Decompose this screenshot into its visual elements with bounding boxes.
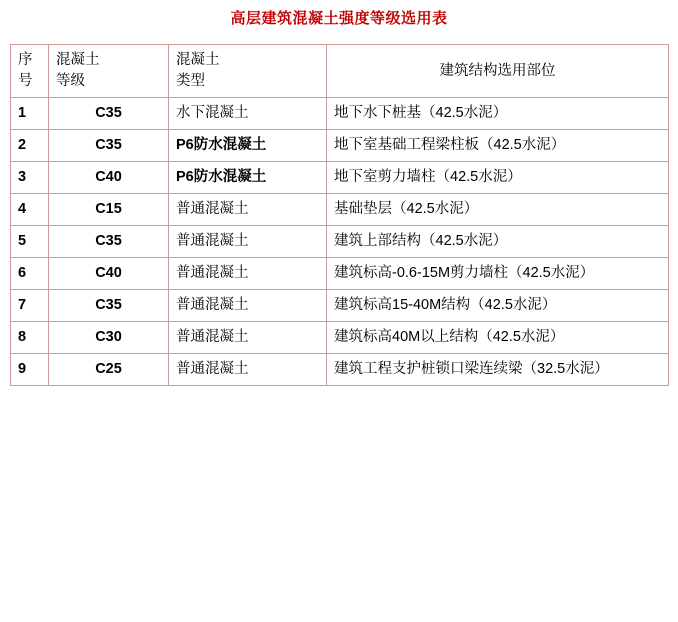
table-row bbox=[11, 226, 669, 258]
cell-serial-number: 6 bbox=[11, 258, 49, 290]
cell-serial-number: 7 bbox=[11, 290, 49, 322]
cell-structure-usage: 建筑标高40M以上结构（42.5水泥） bbox=[327, 322, 669, 354]
cell-concrete-type: 普通混凝土 bbox=[169, 194, 327, 226]
table-row bbox=[11, 194, 669, 226]
cell-concrete-type: P6防水混凝土 bbox=[169, 130, 327, 162]
header-no-line1: 序 bbox=[18, 52, 33, 68]
cell-structure-usage: 建筑标高-0.6-15M剪力墙柱（42.5水泥） bbox=[327, 258, 669, 290]
table-row bbox=[11, 322, 669, 354]
cell-structure-usage: 建筑上部结构（42.5水泥） bbox=[327, 226, 669, 258]
table-header bbox=[11, 45, 669, 98]
cell-concrete-type: 普通混凝土 bbox=[169, 226, 327, 258]
cell-serial-number: 8 bbox=[11, 322, 49, 354]
cell-concrete-type: P6防水混凝土 bbox=[169, 162, 327, 194]
cell-structure-usage: 地下室剪力墙柱（42.5水泥） bbox=[327, 162, 669, 194]
cell-concrete-type: 普通混凝土 bbox=[169, 258, 327, 290]
header-type-line2: 类型 bbox=[176, 73, 205, 89]
header-grade-line2: 等级 bbox=[56, 73, 85, 89]
cell-structure-usage: 基础垫层（42.5水泥） bbox=[327, 194, 669, 226]
table-body bbox=[11, 98, 669, 386]
page-title: 高层建筑混凝土强度等级选用表 bbox=[230, 10, 448, 27]
header-cell-grade bbox=[49, 45, 169, 98]
table-row bbox=[11, 290, 669, 322]
cell-structure-usage: 建筑标高15-40M结构（42.5水泥） bbox=[327, 290, 669, 322]
cell-concrete-grade: C35 bbox=[49, 290, 169, 322]
cell-structure-usage: 建筑工程支护桩锁口梁连续梁（32.5水泥） bbox=[327, 354, 669, 386]
table-row bbox=[11, 354, 669, 386]
table-row bbox=[11, 130, 669, 162]
cell-serial-number: 1 bbox=[11, 98, 49, 130]
cell-serial-number: 4 bbox=[11, 194, 49, 226]
cell-concrete-grade: C35 bbox=[49, 226, 169, 258]
cell-concrete-grade: C35 bbox=[49, 98, 169, 130]
cell-concrete-type: 普通混凝土 bbox=[169, 322, 327, 354]
table-row bbox=[11, 162, 669, 194]
cell-structure-usage: 地下水下桩基（42.5水泥） bbox=[327, 98, 669, 130]
cell-serial-number: 2 bbox=[11, 130, 49, 162]
cell-concrete-grade: C30 bbox=[49, 322, 169, 354]
cell-concrete-grade: C35 bbox=[49, 130, 169, 162]
cell-structure-usage: 地下室基础工程梁柱板（42.5水泥） bbox=[327, 130, 669, 162]
table-row bbox=[11, 98, 669, 130]
cell-serial-number: 3 bbox=[11, 162, 49, 194]
header-cell-use bbox=[327, 45, 669, 98]
header-no-line2: 号 bbox=[18, 73, 33, 89]
header-cell-type bbox=[169, 45, 327, 98]
header-use-label: 建筑结构选用部位 bbox=[439, 62, 556, 79]
header-type-line1: 混凝土 bbox=[176, 52, 220, 68]
cell-concrete-grade: C40 bbox=[49, 162, 169, 194]
table-row bbox=[11, 258, 669, 290]
table-container bbox=[0, 36, 678, 386]
cell-concrete-grade: C40 bbox=[49, 258, 169, 290]
header-row bbox=[11, 45, 669, 98]
header-grade-line1: 混凝土 bbox=[56, 52, 100, 68]
cell-concrete-grade: C25 bbox=[49, 354, 169, 386]
header-cell-no bbox=[11, 45, 49, 98]
cell-concrete-type: 普通混凝土 bbox=[169, 354, 327, 386]
cell-serial-number: 9 bbox=[11, 354, 49, 386]
concrete-grade-table bbox=[10, 44, 669, 386]
cell-concrete-grade: C15 bbox=[49, 194, 169, 226]
cell-concrete-type: 普通混凝土 bbox=[169, 290, 327, 322]
cell-concrete-type: 水下混凝土 bbox=[169, 98, 327, 130]
cell-serial-number: 5 bbox=[11, 226, 49, 258]
